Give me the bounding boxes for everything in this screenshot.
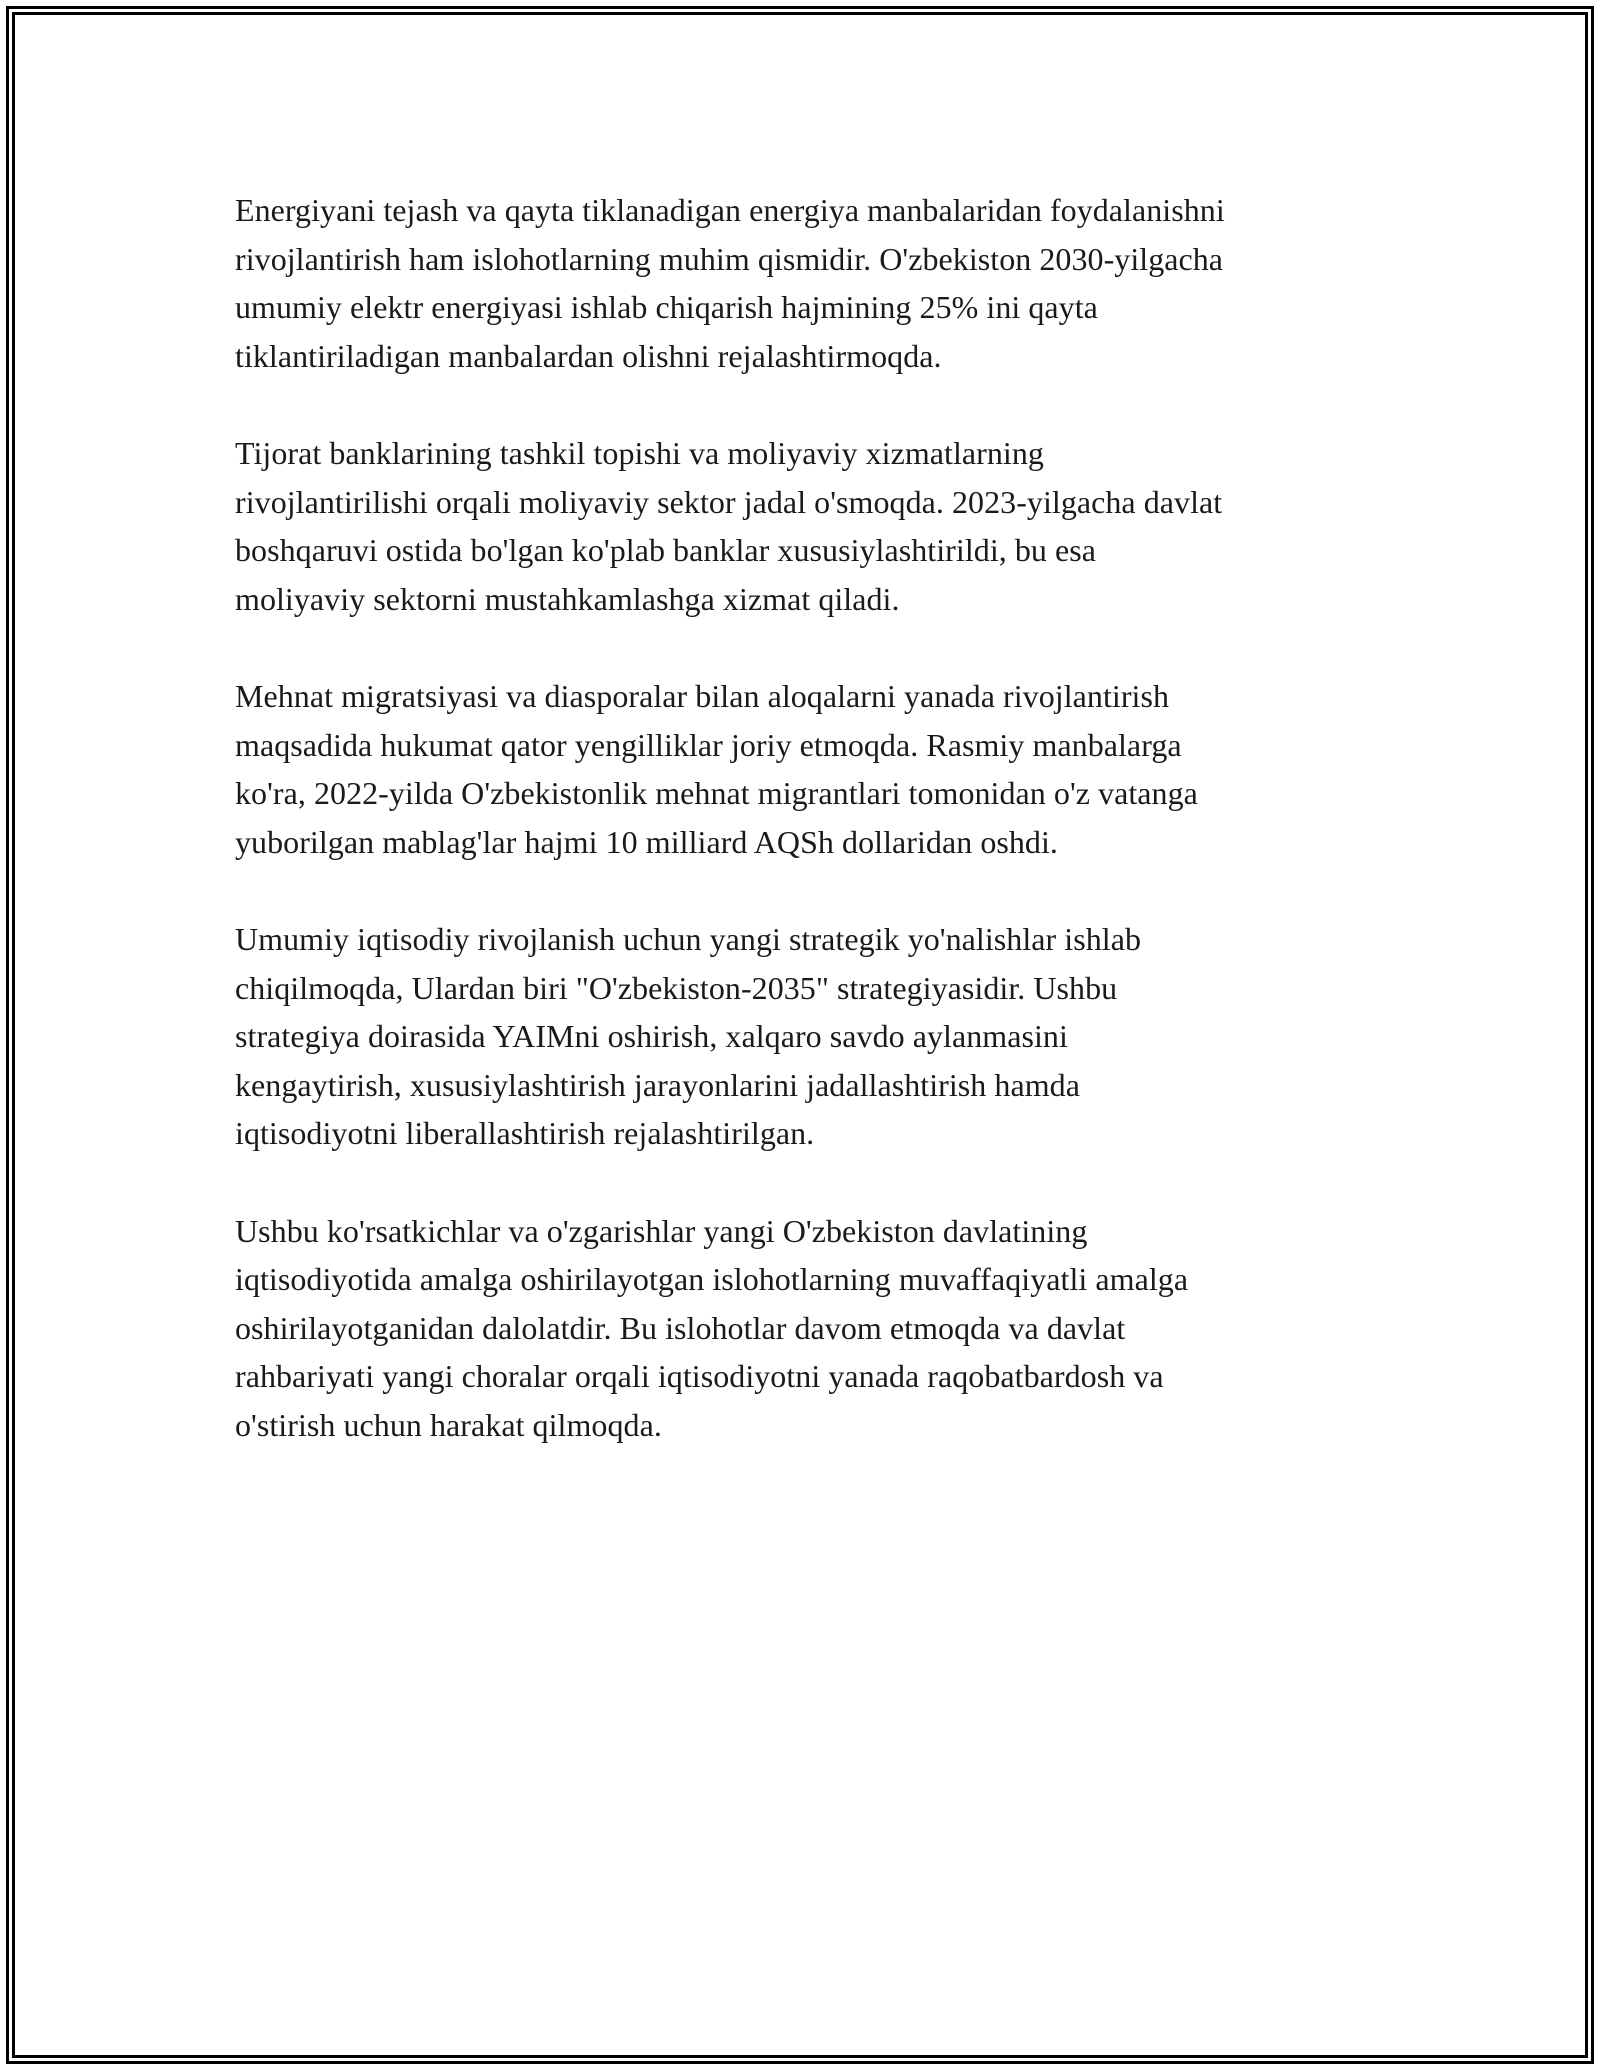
text-line: iqtisodiyotni liberallashtirish rejalashtirilgan. (235, 1115, 815, 1151)
text-line: Tijorat banklarining tashkil topishi va moliyaviy xizmatlarning (235, 435, 1044, 471)
text-line: maqsadida hukumat qator yengilliklar joriy etmoqda. Rasmiy manbalarga (235, 726, 1182, 763)
text-line: rivojlantirish ham islohotlarning muhim qismidir. O'zbekiston 2030-yilgacha (235, 240, 1224, 277)
text-line: rivojlantirilishi orqali moliyaviy sektor jadal o'smoqda. 2023-yilgacha davlat (235, 483, 1223, 520)
text-line: Umumiy iqtisodiy rivojlanish uchun yangi strategik yo'nalishlar ishlab (235, 921, 1142, 957)
text-line: tiklantiriladigan manbalardan olishni rejalashtirmoqda. (235, 337, 942, 374)
text-line: Ushbu ko'rsatkichlar va o'zgarishlar yangi O'zbekiston davlatining (235, 1212, 1088, 1249)
text-line: strategiya doirasida YAIMni oshirish, xalqaro savdo aylanmasini (235, 1018, 1068, 1054)
text-line: Energiyani tejash va qayta tiklanadigan energiya manbalaridan foydalanishni (235, 192, 1225, 228)
text-line: iqtisodiyotida amalga oshirilayotgan islohotlarning muvaffaqiyatli amalga (235, 1261, 1189, 1297)
text-line: oshirilayotganidan dalolatdir. Bu islohotlar davom etmoqda va davlat (235, 1309, 1126, 1346)
text-line: o'stirish uchun harakat qilmoqda. (235, 1406, 662, 1443)
text-line: boshqaruvi ostida bo'lgan ko'plab banklar xususiylashtirildi, bu esa (235, 532, 1097, 568)
text-line: chiqilmoqda, Ulardan biri "O'zbekiston-2035" strategiyasidir. Ushbu (235, 969, 1118, 1006)
text-line: kengaytirish, xususiylashtirish jarayonlarini jadallashtirish hamda (235, 1066, 1080, 1103)
text-line: moliyaviy sektorni mustahkamlashga xizmat qiladi. (235, 580, 900, 617)
text-line: umumiy elektr energiyasi ishlab chiqarish hajmining 25% ini qayta (235, 289, 1098, 325)
text-line: ko'ra, 2022-yilda O'zbekistonlik mehnat migrantlari tomonidan o'z vatanga (235, 775, 1198, 811)
paragraph-energy (235, 186, 1375, 380)
text-line: Mehnat migratsiyasi va diasporalar bilan aloqalarni yanada rivojlantirish (235, 678, 1170, 714)
paragraph-conclusion (235, 1207, 1375, 1450)
paragraph-strategy (235, 915, 1375, 1158)
paragraph-banking (235, 429, 1375, 623)
paragraph-migration (235, 672, 1375, 866)
text-line: yuborilgan mablag'lar hajmi 10 milliard AQSh dollaridan oshdi. (235, 823, 1058, 860)
document-body (235, 186, 1375, 1498)
text-line: rahbariyati yangi choralar orqali iqtisodiyotni yanada raqobatbardosh va (235, 1358, 1164, 1394)
